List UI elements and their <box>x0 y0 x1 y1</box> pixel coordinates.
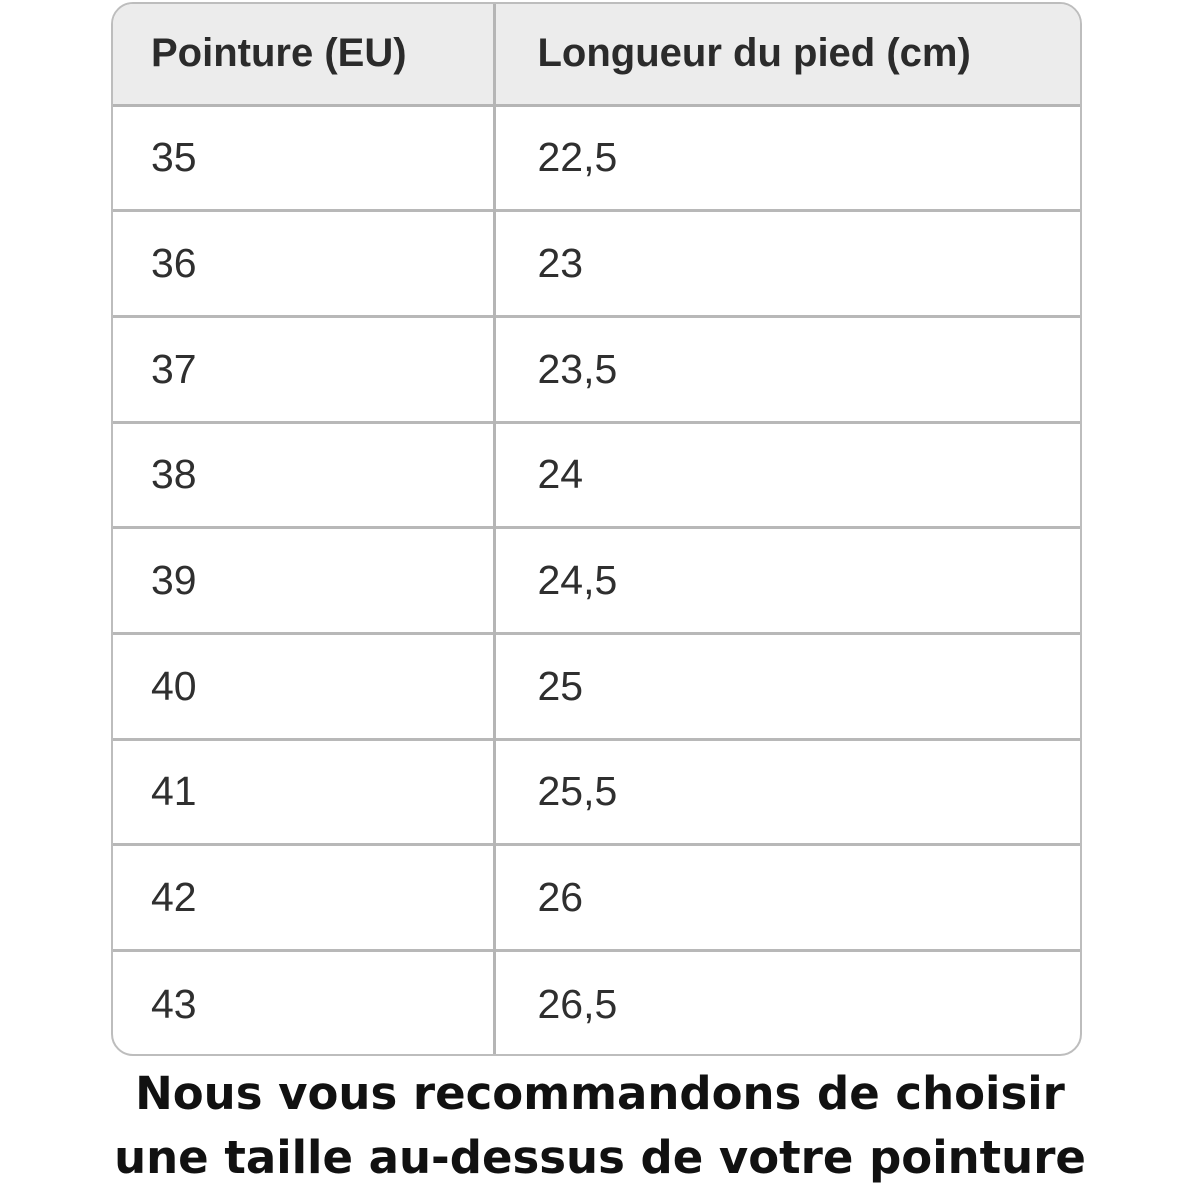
table-row <box>113 845 1080 951</box>
cell-foot-length: 26,5 <box>494 951 1080 1057</box>
table-row <box>113 105 1080 211</box>
cell-foot-length: 23 <box>494 211 1080 317</box>
cell-eu-size: 42 <box>113 845 494 951</box>
table-row <box>113 528 1080 634</box>
size-chart-table <box>113 4 1080 1056</box>
cell-foot-length: 22,5 <box>537 134 618 181</box>
cell-eu-size: 37 <box>113 316 494 422</box>
size-recommendation-note <box>0 1062 1200 1190</box>
cell-eu-size: 36 <box>113 211 494 317</box>
cell-eu-size: 35 <box>113 105 494 211</box>
table-row <box>113 951 1080 1057</box>
cell-foot-length: 25 <box>494 633 1080 739</box>
note-line-2: une taille au-dessus de votre pointure <box>114 1131 1086 1184</box>
header-eu-size: Pointure (EU) <box>113 4 494 105</box>
cell-foot-length: 25,5 <box>494 739 1080 845</box>
table-row <box>113 211 1080 317</box>
size-chart-table-container <box>111 2 1082 1056</box>
cell-eu-size: 40 <box>113 633 494 739</box>
cell-eu-size: 41 <box>113 739 494 845</box>
table-row <box>113 739 1080 845</box>
table-row <box>113 633 1080 739</box>
cell-eu-size: 39 <box>113 528 494 634</box>
cell-eu-size: 43 <box>113 951 494 1057</box>
header-foot-length: Longueur du pied (cm) <box>494 4 1080 105</box>
table-row <box>113 316 1080 422</box>
cell-foot-length: 26 <box>494 845 1080 951</box>
note-line-1: Nous vous recommandons de choisir <box>135 1067 1065 1120</box>
cell-foot-length: 24,5 <box>494 528 1080 634</box>
cell-foot-length: 23,5 <box>494 316 1080 422</box>
table-row <box>113 422 1080 528</box>
table-header-row <box>113 4 1080 105</box>
cell-eu-size: 38 <box>113 422 494 528</box>
cell-foot-length: 24 <box>494 422 1080 528</box>
